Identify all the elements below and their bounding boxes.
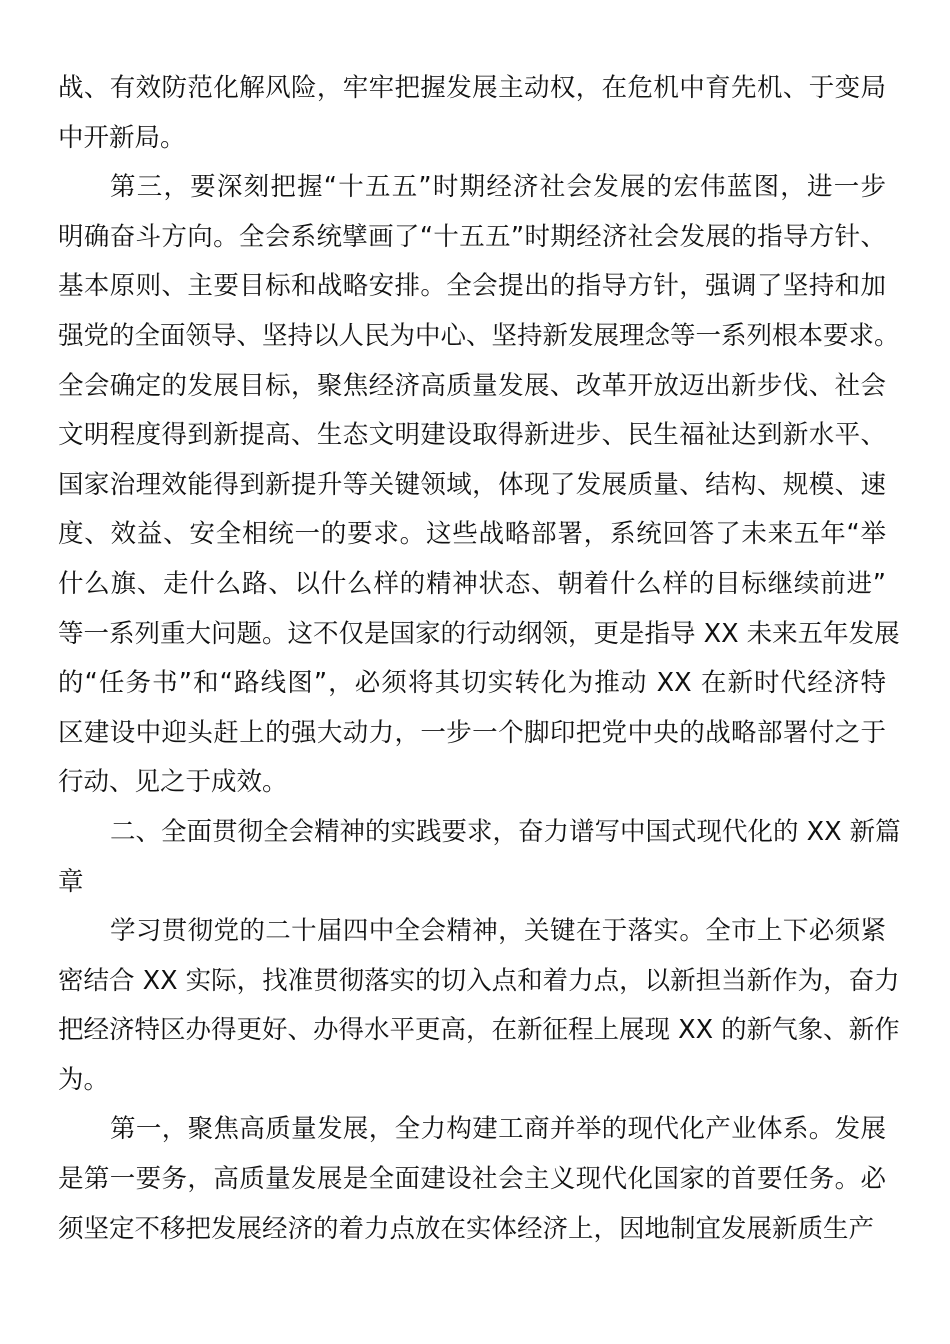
text-line: 中开新局。	[58, 122, 186, 153]
text-line: 第一，聚焦高质量发展，全力构建工商并举的现代化产业体系。发展	[110, 1114, 886, 1145]
paragraph	[58, 907, 900, 1105]
text-line: 二、全面贯彻全会精神的实践要求，奋力谱写中国式现代化的 XX 新篇	[110, 816, 901, 847]
text-line: 的“任务书”和“路线图”，必须将其切实转化为推动 XX 在新时代经济特	[58, 668, 886, 699]
text-line: 明确奋斗方向。全会系统擘画了“十五五”时期经济社会发展的指导方针、	[58, 221, 886, 252]
text-line: 基本原则、主要目标和战略安排。全会提出的指导方针，强调了坚持和加	[58, 271, 886, 302]
text-line: 强党的全面领导、坚持以人民为中心、坚持新发展理念等一系列根本要求。	[58, 320, 900, 351]
text-line: 行动、见之于成效。	[58, 767, 288, 798]
text-line: 全会确定的发展目标，聚焦经济高质量发展、改革开放迈出新步伐、社会	[58, 370, 886, 401]
paragraph	[58, 163, 900, 808]
text-line: 密结合 XX 实际，找准贯彻落实的切入点和着力点，以新担当新作为，奋力	[58, 965, 900, 996]
paragraph	[58, 1105, 886, 1254]
text-line: 须坚定不移把发展经济的着力点放在实体经济上，因地制宜发展新质生产	[58, 1213, 875, 1244]
text-line: 学习贯彻党的二十届四中全会精神，关键在于落实。全市上下必须紧	[110, 916, 886, 947]
text-line: 度、效益、安全相统一的要求。这些战略部署，系统回答了未来五年“举	[58, 519, 886, 550]
text-line: 为。	[58, 1064, 110, 1095]
text-line: 章	[58, 866, 84, 897]
text-line: 文明程度得到新提高、生态文明建设取得新进步、民生福祉达到新水平、	[58, 420, 886, 451]
text-line: 战、有效防范化解风险，牢牢把握发展主动权，在危机中育先机、于变局	[58, 73, 886, 103]
text-line: 什么旗、走什么路、以什么样的精神状态、朝着什么样的目标继续前进”	[58, 568, 886, 599]
paragraph	[58, 808, 901, 907]
paragraph	[58, 64, 886, 163]
text-line: 等一系列重大问题。这不仅是国家的行动纲领，更是指导 XX 未来五年发展	[58, 618, 900, 649]
text-line: 国家治理效能得到新提升等关键领域，体现了发展质量、结构、规模、速	[58, 469, 886, 500]
text-line: 第三，要深刻把握“十五五”时期经济社会发展的宏伟蓝图，进一步	[110, 172, 886, 203]
text-line: 区建设中迎头赶上的强大动力，一步一个脚印把党中央的战略部署付之于	[58, 717, 886, 748]
document-page	[58, 64, 901, 1254]
text-line: 把经济特区办得更好、办得水平更高，在新征程上展现 XX 的新气象、新作	[58, 1015, 900, 1046]
text-line: 是第一要务，高质量发展是全面建设社会主义现代化国家的首要任务。必	[58, 1164, 886, 1195]
